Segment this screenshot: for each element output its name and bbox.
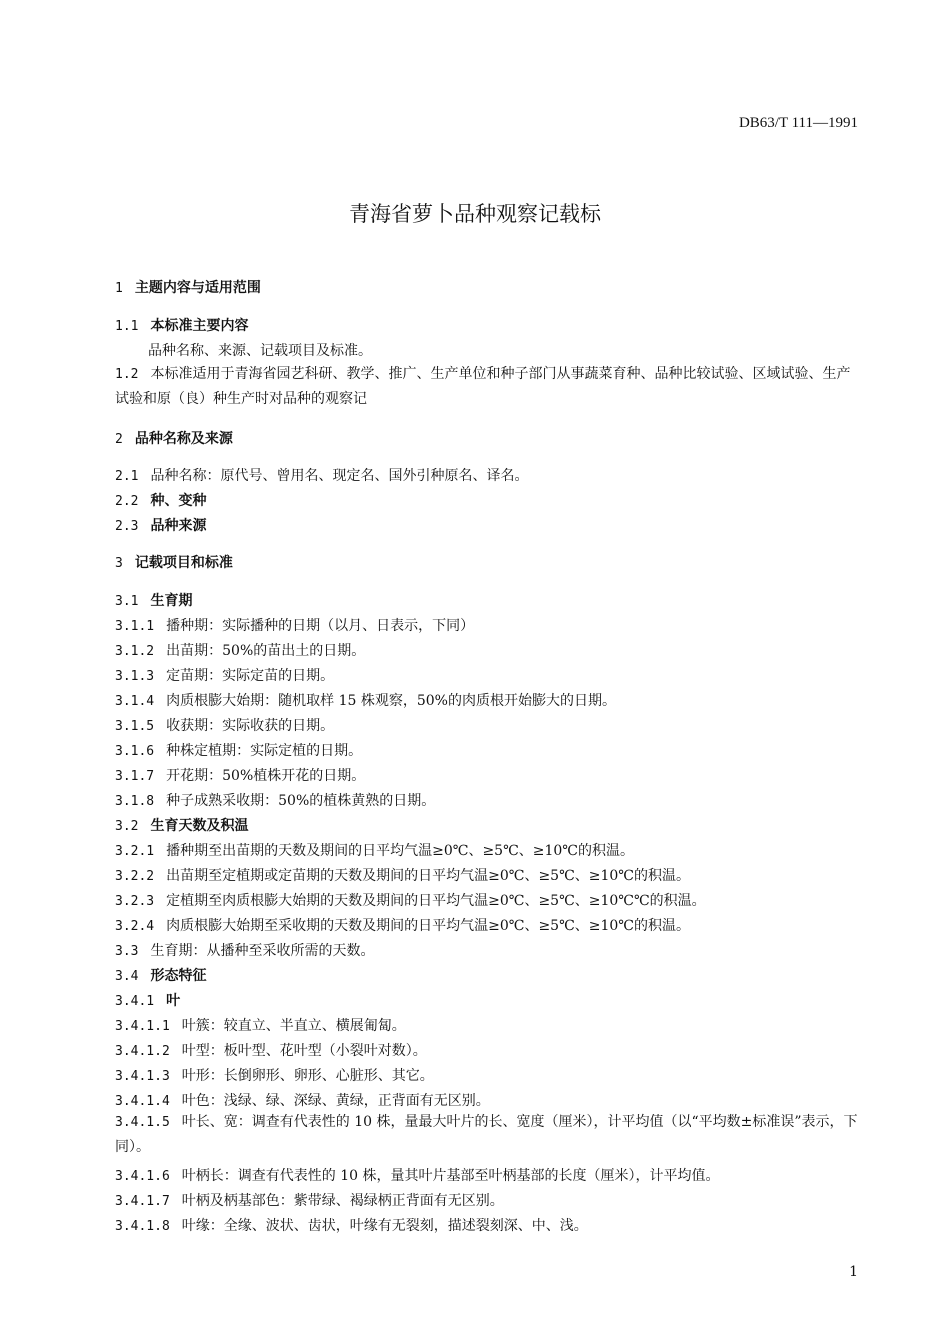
paragraph: 3.1.1 播种期：实际播种的日期（以月、日表示，下同） [115,618,475,634]
paragraph: 3.2.4 肉质根膨大始期至采收期的天数及期间的日平均气温≥0℃、≥5℃、≥10℃的积温。 [115,918,690,934]
paragraph: 3.4.1.6 叶柄长：调查有代表性的 10 株，量其叶片基部至叶柄基部的长度（厘米），计平均值。 [115,1168,720,1184]
paragraph: 3.1.2 出苗期：50%的苗出土的日期。 [115,643,366,659]
page-title: 青海省萝卜品种观察记载标 [349,202,601,226]
paragraph: 3.4.1.2 叶型：板叶型、花叶型（小裂叶对数）。 [115,1043,427,1059]
section-heading: 1.1 本标准主要内容 [115,318,249,334]
paragraph: 3.1.5 收获期：实际收获的日期。 [115,718,335,734]
paragraph: 3.2.1 播种期至出苗期的天数及期间的日平均气温≥0℃、≥5℃、≥10℃的积温。 [115,843,634,859]
paragraph: 3.4.1.1 叶簇：较直立、半直立、横展匍匐。 [115,1018,406,1034]
paragraph: 3.4.1.4 叶色：浅绿、绿、深绿、黄绿，正背面有无区别。 [115,1093,490,1109]
paragraph: 3.1.3 定苗期：实际定苗的日期。 [115,668,335,684]
paragraph: 品种名称、来源、记载项目及标准。 [148,343,372,359]
paragraph: 3.4.1.8 叶缘：全缘、波状、齿状，叶缘有无裂刻，描述裂刻深、中、浅。 [115,1218,588,1234]
paragraph: 3.1.7 开花期：50%植株开花的日期。 [115,768,366,784]
paragraph: 3.2.3 定植期至肉质根膨大始期的天数及期间的日平均气温≥0℃、≥5℃、≥10℃℃的积温。 [115,893,706,909]
paragraph: 3.1.4 肉质根膨大始期：随机取样 15 株观察，50%的肉质根开始膨大的日期。 [115,693,616,709]
section-heading: 2 品种名称及来源 [115,431,233,447]
paragraph: 3.1.6 种株定植期：实际定植的日期。 [115,743,363,759]
section-heading: 2.3 品种来源 [115,518,207,534]
paragraph: 3.4.1.7 叶柄及柄基部色：紫带绿、褐绿柄正背面有无区别。 [115,1193,504,1209]
section-heading: 3 记载项目和标准 [115,555,233,571]
section-heading: 3.2 生育天数及积温 [115,818,249,834]
page-number: 1 [849,1264,858,1280]
section-heading: 3.4 形态特征 [115,968,207,984]
section-heading: 3.4.1 叶 [115,993,181,1009]
document-code: DB63/T 111—1991 [738,115,858,131]
section-heading: 1 主题内容与适用范围 [115,280,261,296]
paragraph: 3.4.1.5 叶长、宽：调查有代表性的 10 株，量最大叶片的长、宽度（厘米），计平均值（以“平均数±标准误”表示，下同）。 [115,1114,858,1155]
paragraph: 3.1.8 种子成熟采收期：50%的植株黄熟的日期。 [115,793,436,809]
paragraph: 3.3 生育期：从播种至采收所需的天数。 [115,943,375,959]
section-heading: 2.2 种、变种 [115,493,207,509]
paragraph: 2.1 品种名称：原代号、曾用名、现定名、国外引种原名、译名。 [115,468,529,484]
paragraph: 3.2.2 出苗期至定植期或定苗期的天数及期间的日平均气温≥0℃、≥5℃、≥10℃的积温。 [115,868,690,884]
paragraph: 1.2 本标准适用于青海省园艺科研、教学、推广、生产单位和种子部门从事蔬菜育种、品种比较试验、区域试验、生产试验和原（良）种生产时对品种的观察记 [115,366,851,407]
paragraph: 3.4.1.3 叶形：长倒卵形、卵形、心脏形、其它。 [115,1068,434,1084]
section-heading: 3.1 生育期 [115,593,193,609]
